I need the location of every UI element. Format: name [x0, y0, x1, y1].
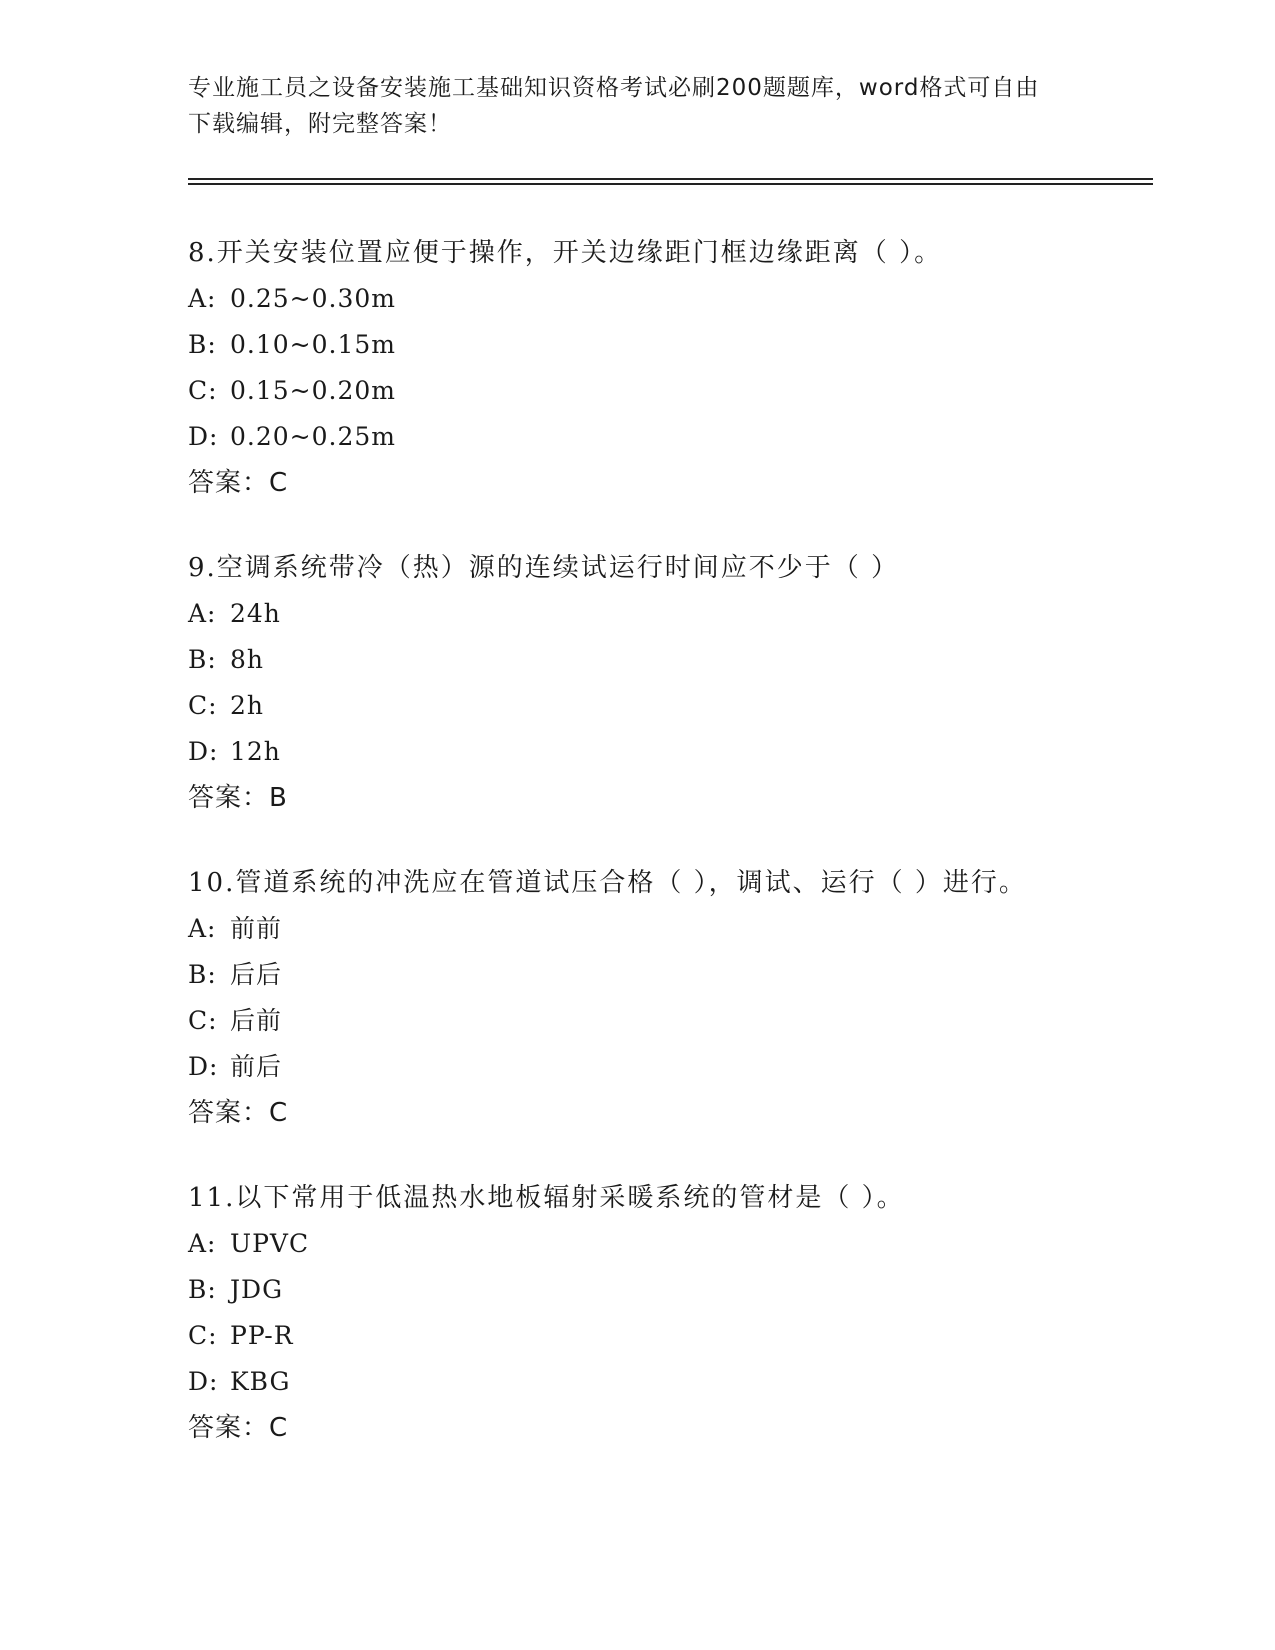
option-a: A: 0.25~0.30m [188, 284, 396, 313]
option-b: B: 后后 [188, 960, 283, 989]
option-a: A: 24h [188, 599, 281, 628]
header-line-1: 专业施工员之设备安装施工基础知识资格考试必刷200题题库，word格式可自由 [188, 75, 1040, 101]
option-d: D: 0.20~0.25m [188, 422, 396, 451]
document-header [188, 70, 1088, 142]
option-b: B: 8h [188, 645, 265, 674]
answer-line: 答案：C [188, 468, 289, 498]
answer-line: 答案：C [188, 1413, 289, 1443]
option-d: D: 前后 [188, 1052, 283, 1081]
question-text: 9.空调系统带冷（热）源的连续试运行时间应不少于（ ） [188, 553, 900, 583]
question-10 [188, 860, 1188, 1136]
option-a: A: 前前 [188, 914, 283, 943]
question-11 [188, 1175, 1188, 1451]
question-8 [188, 230, 1188, 506]
option-d: D: 12h [188, 737, 281, 766]
option-b: B: JDG [188, 1275, 284, 1304]
option-a: A: UPVC [188, 1229, 310, 1258]
question-text: 11.以下常用于低温热水地板辐射采暖系统的管材是（ ）。 [188, 1183, 905, 1213]
header-divider-bottom [188, 183, 1153, 185]
answer-line: 答案：B [188, 783, 288, 813]
header-line-2: 下载编辑，附完整答案！ [188, 111, 452, 137]
question-9 [188, 545, 1188, 821]
option-c: C: 后前 [188, 1006, 283, 1035]
option-b: B: 0.10~0.15m [188, 330, 396, 359]
option-c: C: 2h [188, 691, 265, 720]
question-text: 10.管道系统的冲洗应在管道试压合格（ ），调试、运行（ ）进行。 [188, 868, 1027, 898]
answer-line: 答案：C [188, 1098, 289, 1128]
question-text: 8.开关安装位置应便于操作，开关边缘距门框边缘距离（ ）。 [188, 238, 943, 268]
header-divider-top [188, 178, 1153, 180]
option-c: C: PP-R [188, 1321, 294, 1350]
option-d: D: KBG [188, 1367, 291, 1396]
option-c: C: 0.15~0.20m [188, 376, 396, 405]
